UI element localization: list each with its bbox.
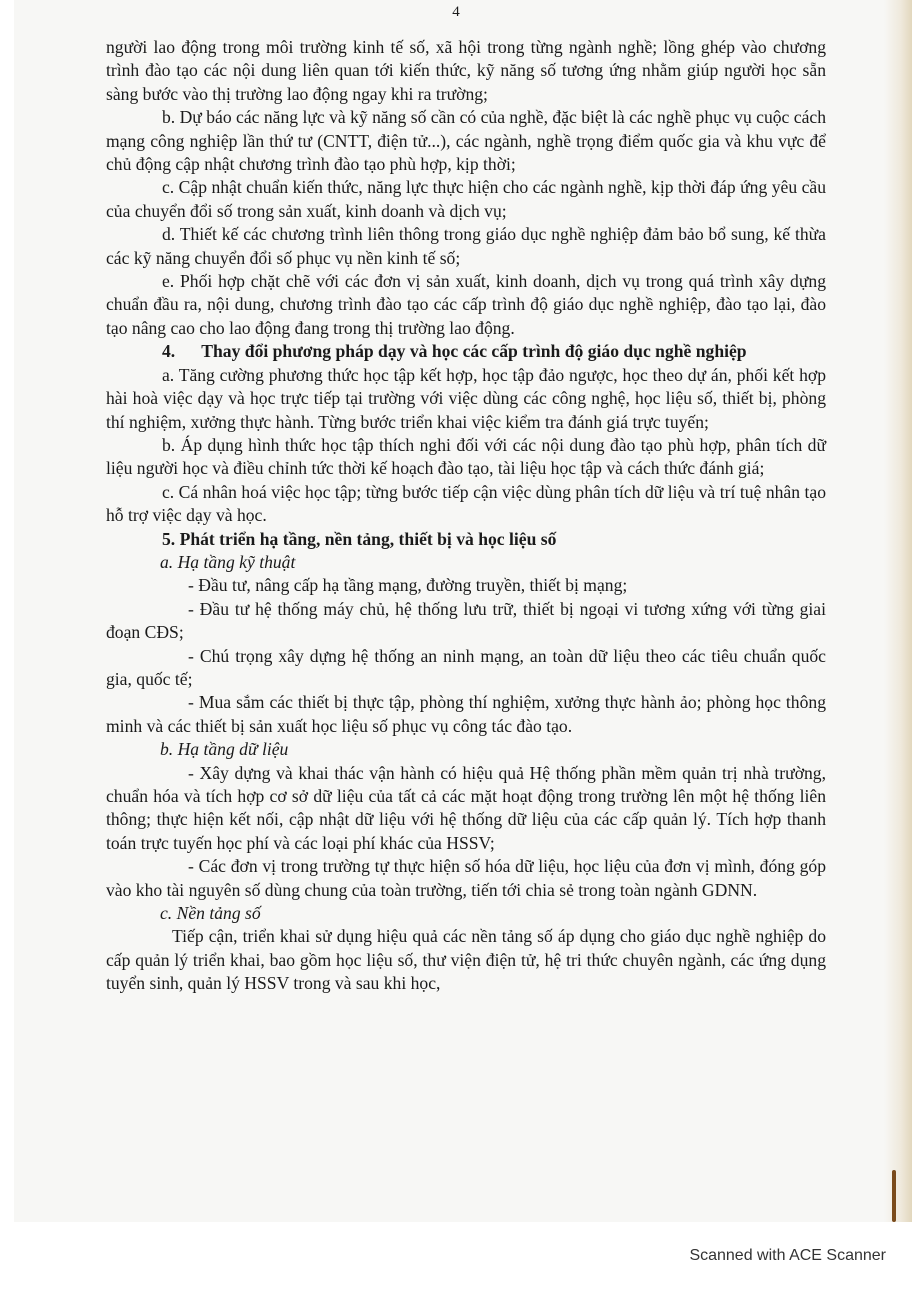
bullet-5a-1: - Đầu tư, nâng cấp hạ tầng mạng, đường truyền, thiết bị mạng;	[188, 575, 628, 596]
paragraph-3d: d. Thiết kế các chương trình liên thông trong giáo dục nghề nghiệp đảm bảo bổ sung, kế thừa các kỹ năng chuyển đổi số phục vụ nền kinh tế số;	[106, 224, 826, 268]
paragraph-3e: e. Phối hợp chặt chẽ với các đơn vị sản xuất, kinh doanh, dịch vụ trong quá trình xây dựng chuẩn đầu ra, nội dung, chương trình đào tạo các cấp trình độ giáo dục nghề nghiệp, đào tạo lại, đào tạo nâng cao cho lao động đang trong thị trường lao động.	[106, 271, 826, 338]
paragraph-4a: a. Tăng cường phương thức học tập kết hợp, học tập đảo ngược, học theo dự án, phối kết hợp hài hoà việc dạy và học trực tiếp tại trường với việc dùng các công nghệ, học liệu số, thiết bị, phòng thí nghiệm, xưởng thực hành. Từng bước triển khai việc kiểm tra đánh giá trực tuyến;	[106, 364, 826, 432]
page-edge	[884, 0, 912, 1222]
scanner-watermark: Scanned with ACE Scanner	[689, 1247, 886, 1264]
bullet-5b-2: - Các đơn vị trong trường tự thực hiện số hóa dữ liệu, học liệu của đơn vị mình, đóng góp vào kho tài nguyên số dùng chung của toàn trường, tiến tới chia sẻ trong toàn ngành GDNN.	[106, 856, 826, 900]
bullet-5a-3: - Chú trọng xây dựng hệ thống an ninh mạng, an toàn dữ liệu theo các tiêu chuẩn quốc gia, quốc tế;	[106, 645, 826, 689]
paragraph-5c: Tiếp cận, triển khai sử dụng hiệu quả các nền tảng số áp dụng cho giáo dục nghề nghiệp do cấp quản lý triển khai, bao gồm học liệu số, thư viện điện tử, hệ tri thức chuyên ngành, các ứng dụng tuyển sinh, quản lý HSSV trong và sau khi học,	[106, 926, 826, 994]
paragraph-4b: b. Áp dụng hình thức học tập thích nghi đối với các nội dung đào tạo phù hợp, phân tích dữ liệu người học và điều chỉnh tức thời kế hoạch đào tạo, tài liệu học tập và cách thức đánh giá;	[106, 434, 826, 479]
page-number: 4	[452, 4, 460, 20]
subheading-5c: c. Nền tảng số	[160, 903, 261, 924]
paragraph-intro-continuation: người lao động trong môi trường kinh tế số, xã hội trong từng ngành nghề; lồng ghép vào chương trình đào tạo các nội dung liên quan tới kiến thức, kỹ năng số tương ứng nhằm giúp người học sẵn sàng bước vào thị trường lao động ngay khi ra trường;	[106, 37, 826, 104]
paragraph-3b: b. Dự báo các năng lực và kỹ năng số cần có của nghề, đặc biệt là các nghề phục vụ cuộc cách mạng công nghiệp lần thứ tư (CNTT, điện tử...), các ngành, nghề trọng điểm quốc gia và khu vực để chủ động cập nhật chương trình đào tạo phù hợp, kịp thời;	[106, 107, 826, 175]
subheading-5a: a. Hạ tầng kỹ thuật	[160, 551, 296, 572]
paragraph-4c: c. Cá nhân hoá việc học tập; từng bước tiếp cận việc dùng phân tích dữ liệu và trí tuệ nhân tạo hỗ trợ việc dạy và học.	[106, 481, 826, 526]
paragraph-3c: c. Cập nhật chuẩn kiến thức, năng lực thực hiện cho các ngành nghề, kịp thời đáp ứng yêu cầu của chuyển đổi số trong sản xuất, kinh doanh và dịch vụ;	[106, 177, 826, 221]
document-body	[106, 36, 826, 996]
bullet-5b-1: - Xây dựng và khai thác vận hành có hiệu quả Hệ thống phần mềm quản trị nhà trường, chuẩn hóa và tích hợp cơ sở dữ liệu của tất cả các mặt hoạt động trong trường lên một hệ thống liên thông; thực hiện kết nối, cập nhật dữ liệu với hệ thống dữ liệu của các cấp quản lý. Tích hợp thanh toán trực tuyến học phí và các loại phí khác của HSSV;	[106, 762, 826, 853]
section-heading-5: 5. Phát triển hạ tầng, nền tảng, thiết bị và học liệu số	[162, 528, 557, 549]
bullet-5a-4: - Mua sắm các thiết bị thực tập, phòng thí nghiệm, xưởng thực hành ảo; phòng học thông minh và các thiết bị sản xuất học liệu số phục vụ công tác đào tạo.	[106, 692, 826, 736]
bullet-5a-2: - Đầu tư hệ thống máy chủ, hệ thống lưu trữ, thiết bị ngoại vi tương xứng với từng giai đoạn CĐS;	[106, 598, 826, 643]
section-heading-4: 4. Thay đổi phương pháp dạy và học các cấp trình độ giáo dục nghề nghiệp	[162, 341, 747, 362]
subheading-5b: b. Hạ tầng dữ liệu	[160, 739, 289, 760]
binding-mark	[892, 1170, 896, 1222]
